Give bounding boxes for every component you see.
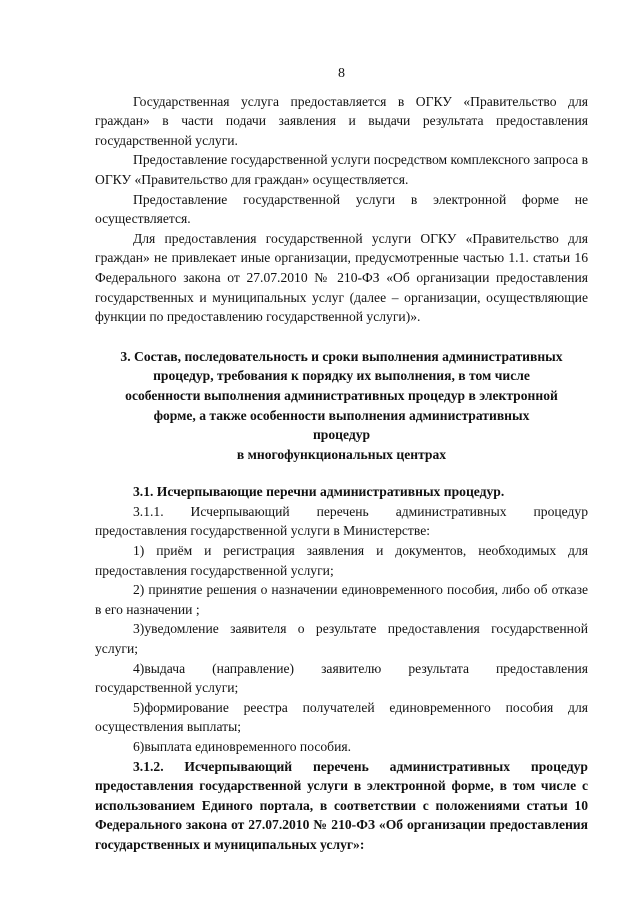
section-heading-line: в многофункциональных центрах [236, 446, 447, 462]
section-heading-line: форме, а также особенности выполнения административных [153, 407, 530, 423]
item-3-1-1: 3.1.1. Исчерпывающий перечень административных процедур предоставления государственной услуги в Министерстве: [95, 503, 588, 539]
procedure-item: 6)выплата единовременного пособия. [133, 739, 352, 754]
page-number: 8 [338, 66, 345, 81]
procedure-item: 3)уведомление заявителя о результате предоставления государственной услуги; [95, 621, 588, 657]
section-heading [95, 347, 588, 465]
procedure-item: 4)выдача (направление) заявителю результата предоставления государственной услуги; [95, 660, 588, 696]
procedure-item: 5)формирование реестра получателей единовременного пособия для осуществления выплаты; [95, 699, 588, 735]
procedure-item: 2) принятие решения о назначении единовременного пособия, либо об отказе в его назначении ; [95, 582, 588, 617]
paragraph-other-organizations: Для предоставления государственной услуги ОГКУ «Правительство для граждан» не привлекает иные организации, предусмотренные частью 1.1. статьи 16 Федерального закона от 27.07.2010 № 210-ФЗ «Об организации предоставления государственных и муниципальных услуг (далее – организации, осуществляющие функции по предоставлению государственной услуги)». [95, 230, 588, 325]
section-heading-line: особенности выполнения административных процедур в электронной [125, 387, 558, 403]
item-3-1-2: 3.1.2. Исчерпывающий перечень административных процедур предоставления государственной услуги в электронной форме, в том числе с использованием Единого портала, в соответствии с положениями статьи 10 Федерального закона от 27.07.2010 № 210-ФЗ «Об организации предоставления государственных и муниципальных услуг»: [95, 758, 588, 852]
paragraph-service-location: Государственная услуга предоставляется в ОГКУ «Правительство для граждан» в части подачи заявления и выдачи результата предоставления государственной услуги. [95, 93, 588, 148]
subsection-3-1-title: 3.1. Исчерпывающие перечни административных процедур. [133, 484, 505, 500]
section-heading-line: процедур, требования к порядку их выполнения, в том числе [153, 368, 530, 384]
section-heading-line: процедур [312, 427, 371, 443]
section-heading-line: 3. Состав, последовательность и сроки выполнения административных [120, 348, 563, 364]
procedure-item: 1) приём и регистрация заявления и документов, необходимых для предоставления государственной услуги; [95, 543, 588, 578]
paragraph-electronic-form: Предоставление государственной услуги в электронной форме не осуществляется. [95, 191, 588, 227]
paragraph-complex-request: Предоставление государственной услуги посредством комплексного запроса в ОГКУ «Правительство для граждан» осуществляется. [95, 152, 588, 187]
